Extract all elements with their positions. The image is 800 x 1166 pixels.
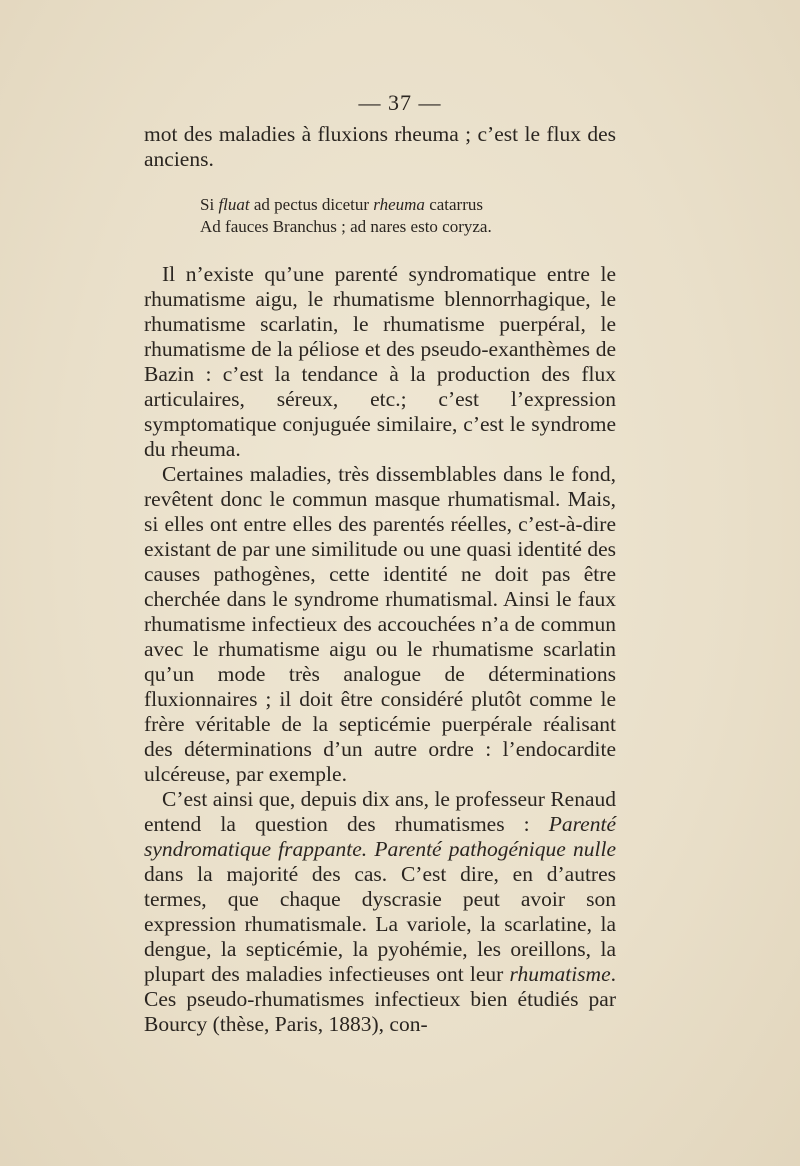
verse-line-2: Ad fauces Branchus ; ad nares esto coryza. (200, 217, 492, 236)
verse-text: ad pectus dicetur (249, 195, 374, 214)
page-number: — 37 — (358, 90, 442, 115)
verse-line-1 (200, 194, 616, 216)
para3-italic: rhumatisme (509, 962, 611, 986)
paragraph-opening: mot des maladies à fluxions rheuma ; c’est le flux des anciens. (144, 122, 616, 171)
verse-italic: rheuma (373, 195, 425, 214)
para3-text: dans la majorité des cas. C’est dire, en d’autres termes, que chaque dyscrasie peut avoir son expression rhumatismale. La variole, la scarlatine, la dengue, la septicémie, la pyohémie, les oreillons, la plupart des maladies infectieuses ont leur (144, 862, 616, 986)
verse-text: Si (200, 195, 219, 214)
paragraph-1: Il n’existe qu’une parenté syndromatique entre le rhumatisme aigu, le rhumatisme blennorrhagique, le rhumatisme scarlatin, le rhumatisme puerpéral, le rhumatisme de la péliose et des pseudo-exanthèmes de Bazin : c’est la tendance à la production des flux articulaires, séreux, etc.; c’est l’expression symptomatique conjuguée similaire, c’est le syndrome du rheuma. (144, 262, 616, 461)
body-text (144, 122, 616, 1037)
para3-text: C’est ainsi que, depuis dix ans, le professeur Renaud entend la question des rhumatismes : (144, 787, 616, 836)
paragraph-2: Certaines maladies, très dissemblables dans le fond, revêtent donc le commun masque rhumatismal. Mais, si elles ont entre elles des parentés réelles, c’est-à-dire existant de par une similitude ou une quasi identité des causes pathogènes, cette identité ne doit pas être cherchée dans le syndrome rhumatismal. Ainsi le faux rhumatisme infectieux des accouchées n’a de commun avec le rhumatisme aigu ou le rhumatisme scarlatin qu’un mode très analogue de déterminations fluxionnaires ; il doit être considéré plutôt comme le frère véritable de la septicémie puerpérale réalisant des déterminations d’un autre ordre : l’endocardite ulcéreuse, par exemple. (144, 462, 616, 786)
para3-italic: Parenté syndromatique frappante. Parenté pathogénique nulle (144, 812, 616, 861)
para3-text: . Ces pseudo-rhumatismes infectieux bien étudiés par Bourcy (thèse, Paris, 1883), con- (144, 962, 616, 1036)
verse-italic: fluat (218, 195, 250, 214)
latin-verse (200, 194, 616, 238)
paragraph-3 (144, 787, 616, 1037)
verse-text: catarrus (424, 195, 483, 214)
